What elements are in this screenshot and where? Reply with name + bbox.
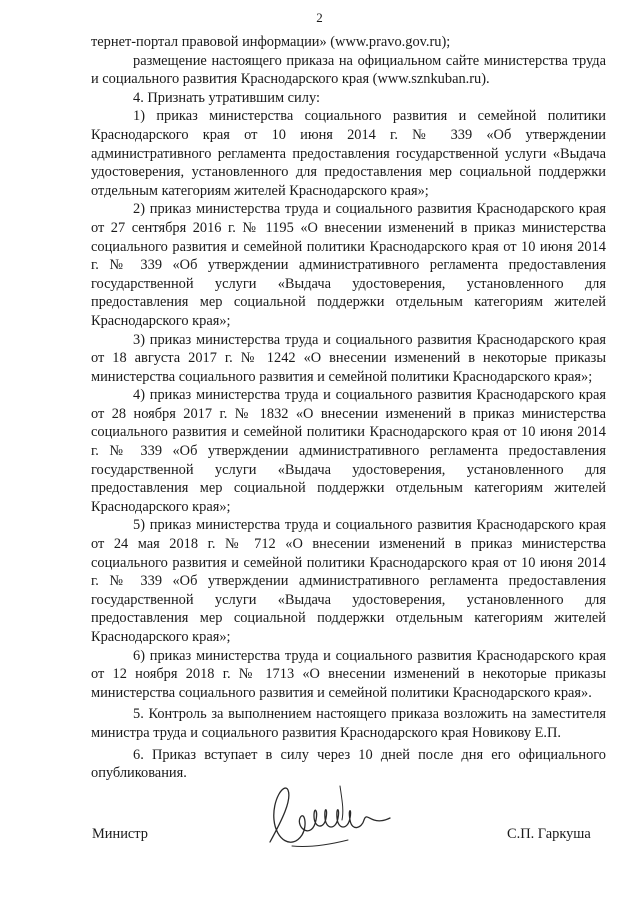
- paragraph-continuation: тернет-портал правовой информации» (www.pravo.gov.ru);: [91, 34, 451, 50]
- paragraph-item-6-effective: 6. Приказ вступает в силу через 10 дней после дня его официального опубликования.: [91, 746, 606, 782]
- paragraph-repealed-order-3: 3) приказ министерства труда и социального развития Краснодарского края от 18 августа 2017 г. № 1242 «О внесении изменений в некоторые приказы министерства социального развития и семейной политики Краснодарского края»;: [91, 331, 606, 385]
- paragraph-repealed-order-1: 1) приказ министерства социального развития и семейной политики Краснодарского края от 10 июня 2014 г. № 339 «Об утверждении административного регламента предоставления государственной услуги «Выдача удостоверения, установленного для предоставления мер социальной поддержки отдельным категориям жителей Краснодарского края»;: [91, 108, 606, 199]
- paragraph-publication-site: размещение настоящего приказа на официальном сайте министерства труда и социального развития Краснодарского края (www.sznkuban.ru).: [91, 52, 606, 88]
- signatory-name: С.П. Гаркуша: [507, 826, 591, 842]
- paragraph-repealed-order-5: 5) приказ министерства труда и социального развития Краснодарского края от 24 мая 2018 г. № 712 «О внесении изменений в приказ министерства социального развития и семейной политики Краснодарского края от 10 июня 2014 г. № 339 «Об утверждении административного регламента предоставления государственной услуги «Выдача удостоверения, установленного для предоставления мер социальной поддержки отдельным категориям жителей Краснодарского края»;: [91, 517, 606, 645]
- signatory-title: Министр: [92, 826, 148, 842]
- page-number: 2: [316, 10, 323, 25]
- handwritten-signature: [262, 780, 392, 860]
- paragraph-item-4-heading: 4. Признать утратившим силу:: [133, 89, 320, 106]
- document-body: [91, 33, 606, 783]
- paragraph-repealed-order-6: 6) приказ министерства труда и социального развития Краснодарского края от 12 ноября 2018 г. № 1713 «О внесении изменений в некоторые приказы министерства социального развития и семейной политики Краснодарского края».: [91, 647, 606, 701]
- paragraph-repealed-order-2: 2) приказ министерства труда и социального развития Краснодарского края от 27 сентября 2016 г. № 1195 «О внесении изменений в приказ министерства социального развития и семейной политики Краснодарского края от 10 июня 2014 г. № 339 «Об утверждении административного регламента предоставления государственной услуги «Выдача удостоверения, установленного для предоставления мер социальной поддержки отдельным категориям жителей Краснодарского края»;: [91, 201, 606, 329]
- paragraph-repealed-order-4: 4) приказ министерства труда и социального развития Краснодарского края от 28 ноября 2017 г. № 1832 «О внесении изменений в приказ министерства социального развития и семейной политики Краснодарского края от 10 июня 2014 г. № 339 «Об утверждении административного регламента предоставления государственной услуги «Выдача удостоверения, установленного для предоставления мер социальной поддержки отдельным категориям жителей Краснодарского края»;: [91, 387, 606, 515]
- signature-block: [0, 818, 639, 888]
- paragraph-item-5-control: 5. Контроль за выполнением настоящего приказа возложить на заместителя министра труда и социального развития Краснодарского края Новикову Е.П.: [91, 706, 606, 741]
